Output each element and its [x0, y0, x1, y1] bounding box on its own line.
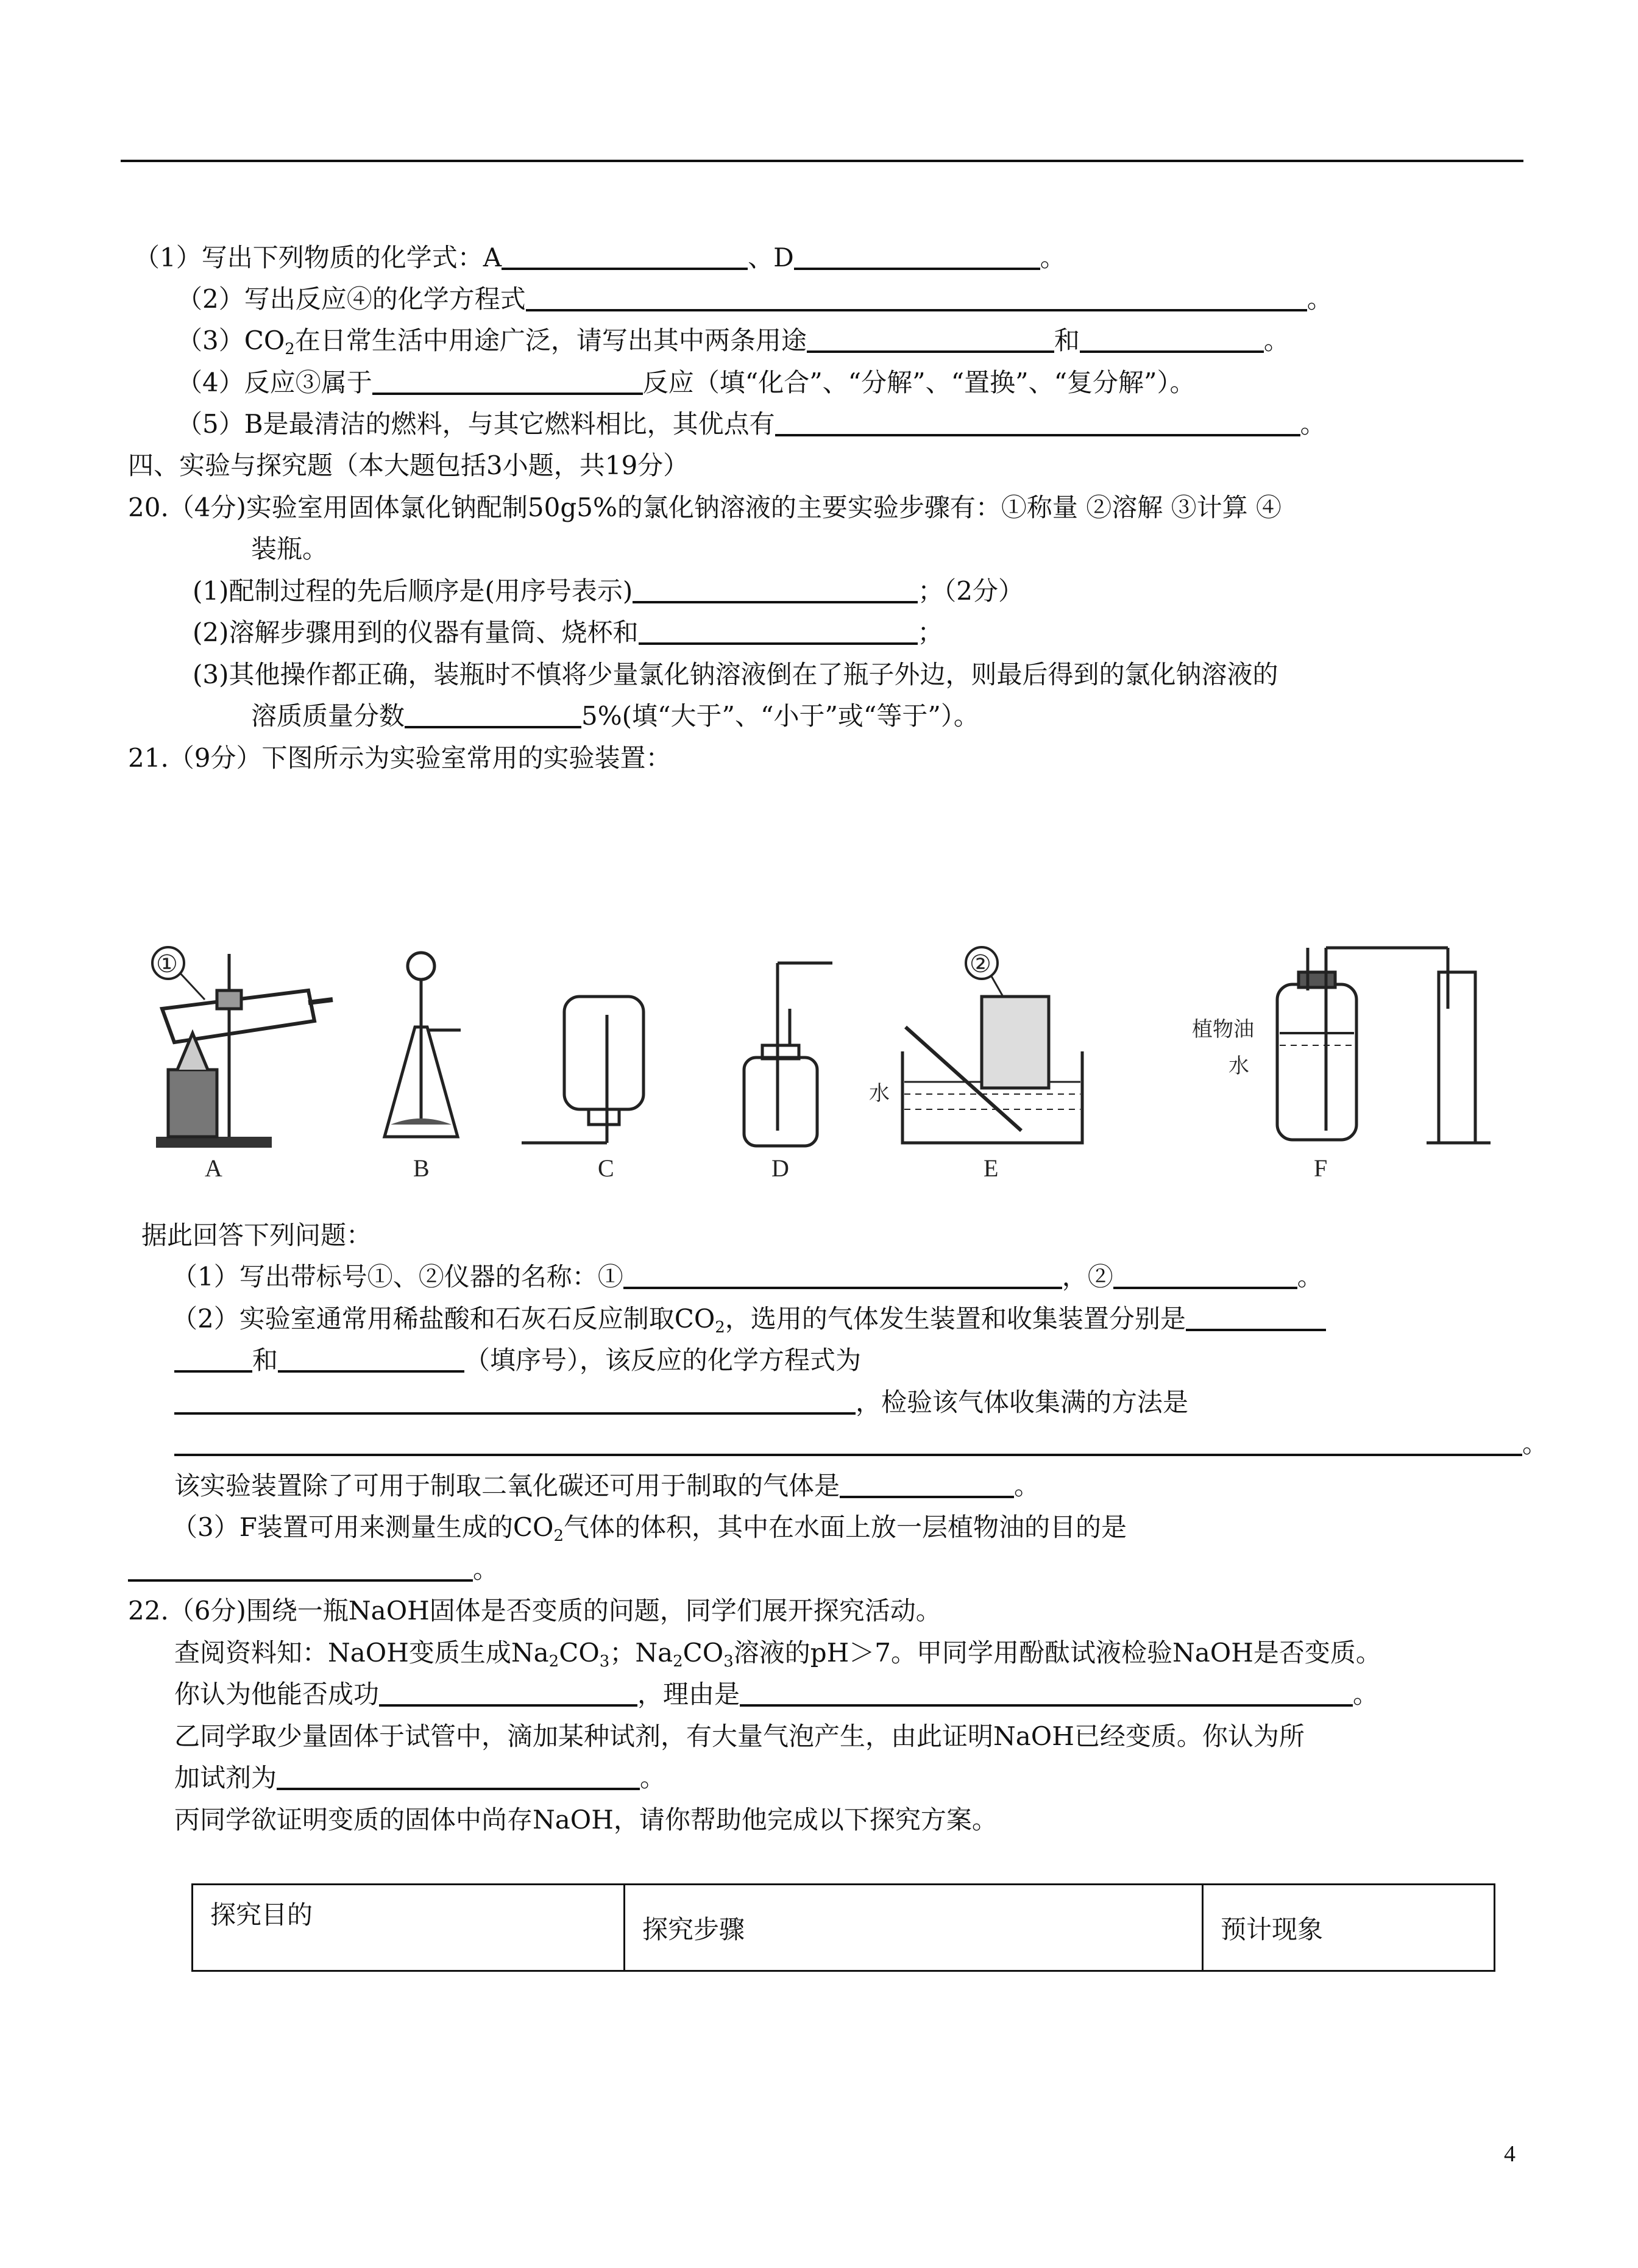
lab-apparatus-figure	[132, 936, 1515, 1182]
q20-part2	[193, 616, 943, 650]
q20-part3-post: 5%(填“大于”、“小于”或“等于”）。	[581, 701, 979, 731]
q21-part1-text: （1）写出带标号①、②仪器的名称：①	[172, 1262, 623, 1292]
q20-part3-text: 溶质质量分数	[251, 701, 405, 731]
q22-l2-mid: ，理由是	[637, 1679, 740, 1709]
q19-part3-mid: 和	[1054, 325, 1080, 355]
label-e: E	[984, 1154, 999, 1182]
q21-part2-dot: 。	[1522, 1429, 1548, 1459]
q21-part2-line3	[174, 1385, 1188, 1420]
q22-line3: 乙同学取少量固体于试管中，滴加某种试剂，有大量气泡产生，由此证明NaOH已经变质。你认为所	[174, 1721, 1305, 1751]
q21-part2	[172, 1302, 1326, 1345]
answer-blank-use2[interactable]	[1080, 324, 1264, 353]
q22-line1	[174, 1636, 1381, 1679]
q22-l1-d: CO	[682, 1638, 724, 1668]
label-b: B	[413, 1154, 430, 1182]
label-water-e: 水	[869, 1082, 890, 1105]
answer-blank-other-gas[interactable]	[840, 1469, 1014, 1498]
q22-l1-c: ；Na	[609, 1638, 673, 1668]
q21-part3-line2	[128, 1552, 498, 1587]
q19-part1-end: 。	[1040, 243, 1066, 272]
label-water-f: 水	[1228, 1055, 1249, 1078]
q22-line5: 丙同学欲证明变质的固体中尚存NaOH，请你帮助他完成以下探究方案。	[174, 1805, 998, 1835]
q19-part3-text-a: （3）CO	[177, 325, 285, 355]
q20-part3: (3)其他操作都正确，装瓶时不慎将少量氯化钠溶液倒在了瓶子外边，则最后得到的氯化钠溶液的	[193, 659, 1278, 689]
apparatus-d	[744, 963, 832, 1146]
q22-l2-end: 。	[1353, 1679, 1379, 1709]
answer-blank-co2-equation[interactable]	[174, 1385, 856, 1415]
q21-part2-and: 和	[252, 1345, 278, 1375]
q21-part3-text-a: （3）F装置可用来测量生成的CO	[172, 1512, 554, 1542]
answer-blank-reason[interactable]	[740, 1677, 1353, 1707]
q21-part1-end: 。	[1297, 1262, 1323, 1292]
q19-part4	[177, 366, 1196, 400]
q21-part2-text-d: ，检验该气体收集满的方法是	[856, 1387, 1189, 1417]
subscript: 2	[673, 1652, 683, 1671]
subscript: 2	[553, 1527, 564, 1545]
q19-part3	[177, 324, 1289, 366]
answer-blank-instrument2[interactable]	[1113, 1260, 1297, 1289]
q21-part2-line5	[174, 1469, 1040, 1503]
answer-blank-compare[interactable]	[405, 699, 581, 728]
table-header-row	[193, 1885, 1495, 1971]
q22-line4	[174, 1761, 665, 1795]
q21-part3	[172, 1510, 1127, 1553]
header-purpose: 探究目的	[193, 1885, 625, 1971]
q19-part2-end: 。	[1306, 284, 1333, 314]
q19-part1	[134, 241, 1066, 275]
page-number: 4	[1504, 2141, 1516, 2167]
q22-l4-pre: 加试剂为	[174, 1763, 277, 1793]
q21-part3-text-b: 气体的体积，其中在水面上放一层植物油的目的是	[563, 1512, 1127, 1542]
answer-blank-generator-cont[interactable]	[174, 1343, 252, 1373]
answer-blank-reagent[interactable]	[277, 1761, 640, 1790]
label-d: D	[771, 1154, 789, 1182]
header-rule	[121, 160, 1523, 162]
q21-title: 21.（9分）下图所示为实验室常用的实验装置：	[128, 743, 672, 773]
q20-stem: 20.（4分)实验室用固体氯化钠配制50g5%的氯化钠溶液的主要实验步骤有：①称量 ②溶解 ③计算 ④	[128, 492, 1282, 522]
answer-blank-equation4[interactable]	[526, 282, 1307, 311]
subscript: 2	[285, 340, 295, 358]
answer-blank-order[interactable]	[633, 574, 918, 603]
q22-l1-e: 溶液的pH＞7。甲同学用酚酞试液检验NaOH是否变质。	[733, 1638, 1381, 1668]
answer-blank-a[interactable]	[502, 241, 748, 270]
q21-part1	[172, 1260, 1323, 1294]
answer-blank-instrument[interactable]	[639, 616, 918, 645]
label-f: F	[1314, 1154, 1328, 1182]
q19-part3-text-b: 在日常生活中用途广泛，请写出其中两条用途	[294, 325, 807, 355]
label-oil: 植物油	[1192, 1018, 1254, 1041]
label-c: C	[598, 1154, 614, 1182]
apparatus-a	[152, 947, 333, 1148]
q21-part3-end: 。	[473, 1554, 499, 1584]
q19-part4-text: （4）反应③属于	[177, 368, 372, 397]
q21-part2-line4	[174, 1427, 1548, 1461]
answer-blank-check-full[interactable]	[174, 1427, 1522, 1456]
answer-blank-oil-purpose[interactable]	[128, 1552, 473, 1582]
q20-part1	[193, 574, 1024, 608]
q21-part2-line2	[174, 1343, 861, 1378]
q19-part1-mid: 、D	[748, 243, 794, 272]
q21-intro: 据此回答下列问题：	[141, 1220, 372, 1250]
q19-part5	[177, 407, 1326, 441]
answer-blank-instrument1[interactable]	[623, 1260, 1062, 1289]
q20-part3-cont	[251, 699, 979, 733]
marker-2: ②	[970, 950, 991, 978]
section-title: 四、实验与探究题（本大题包括3小题，共19分）	[128, 450, 689, 480]
subscript: 3	[723, 1652, 734, 1671]
q22-l1-b: CO	[559, 1638, 600, 1668]
apparatus-e	[902, 947, 1082, 1143]
apparatus-b	[385, 953, 461, 1137]
answer-blank-use1[interactable]	[807, 324, 1054, 353]
answer-blank-success[interactable]	[379, 1677, 637, 1707]
label-a: A	[205, 1154, 222, 1182]
q20-part2-post: ；	[917, 617, 943, 647]
answer-blank-generator[interactable]	[1186, 1302, 1326, 1331]
q19-part1-text: （1）写出下列物质的化学式：A	[134, 243, 502, 272]
q21-part2-end: 。	[1014, 1471, 1040, 1501]
q19-part4-post: 反应（填“化合”、“分解”、“置换”、“复分解”）。	[642, 368, 1196, 397]
q22-title: 22.（6分)围绕一瓶NaOH固体是否变质的问题，同学们展开探究活动。	[128, 1596, 941, 1626]
answer-blank-advantage[interactable]	[775, 407, 1300, 436]
q19-part5-end: 。	[1300, 409, 1326, 439]
q21-part2-text-c: （填序号），该反应的化学方程式为	[464, 1345, 862, 1375]
q22-line2	[174, 1677, 1378, 1712]
q22-l1-a: 查阅资料知：NaOH变质生成Na	[174, 1638, 549, 1668]
header-phenomenon: 预计现象	[1203, 1885, 1495, 1971]
q20-stem-cont: 装瓶。	[251, 534, 328, 564]
inquiry-table	[191, 1883, 1495, 1972]
marker-1: ①	[156, 950, 178, 978]
q19-part5-text: （5）B是最清洁的燃料，与其它燃料相比，其优点有	[177, 409, 775, 439]
q21-part2-text-a: （2）实验室通常用稀盐酸和石灰石反应制取CO	[172, 1304, 715, 1334]
header-steps: 探究步骤	[625, 1885, 1203, 1971]
q20-part1-text: (1)配制过程的先后顺序是(用序号表示)	[193, 576, 633, 606]
q21-part2-text-e: 该实验装置除了可用于制取二氧化碳还可用于制取的气体是	[174, 1471, 840, 1501]
q19-part2	[177, 282, 1333, 316]
q19-part2-text: （2）写出反应④的化学方程式	[177, 284, 526, 314]
answer-blank-collector[interactable]	[278, 1343, 464, 1373]
q22-l4-end: 。	[640, 1763, 666, 1793]
q19-part3-end: 。	[1263, 325, 1289, 355]
q20-part2-text: (2)溶解步骤用到的仪器有量筒、烧杯和	[193, 617, 639, 647]
answer-blank-reaction-type[interactable]	[372, 366, 643, 395]
subscript: 2	[548, 1652, 559, 1671]
q21-part2-text-b: ，选用的气体发生装置和收集装置分别是	[725, 1304, 1186, 1334]
subscript: 2	[715, 1318, 725, 1337]
answer-blank-d[interactable]	[794, 241, 1040, 270]
subscript: 3	[599, 1652, 610, 1671]
apparatus-c	[522, 997, 644, 1143]
q21-part1-mid: ，②	[1062, 1262, 1113, 1292]
q20-part1-post: ；（2分）	[918, 576, 1024, 606]
q22-l2-pre: 你认为他能否成功	[174, 1679, 380, 1709]
apparatus-f	[1277, 948, 1491, 1143]
